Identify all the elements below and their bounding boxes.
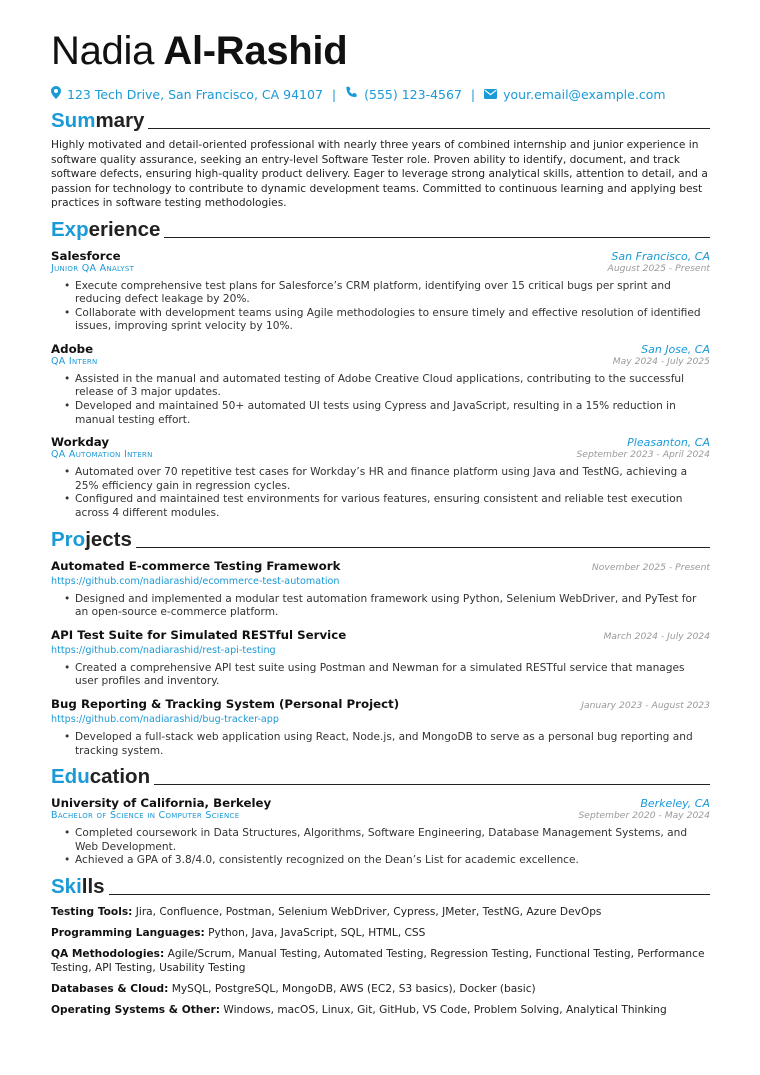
experience-section-header [51,219,710,241]
bullet-list [51,373,710,427]
bullet-item: • Automated over 70 repetitive test cases for Workday’s HR and finance platform using Java and TestNG, achieving a 25% efficiency gain in regression cycles. [75,466,710,493]
bullet-item: • Achieved a GPA of 3.8/4.0, consistently recognized on the Dean’s List for academic excellence. [75,854,710,868]
bullet-item: • Developed a full-stack web application using React, Node.js, and MongoDB to serve as a personal bug reporting and tracking system. [75,731,710,758]
bullet-item: • Assisted in the manual and automated testing of Adobe Creative Cloud applications, contributing to the successful release of 3 major updates. [75,373,710,400]
section-title: Projects [51,527,132,551]
skill-line [51,947,710,975]
bullet-list [51,280,710,334]
skills-section-header [51,876,710,898]
project-link[interactable]: https://github.com/nadiarashid/ecommerce-test-automation [51,575,340,587]
project-entry [51,697,710,758]
bullet-list [51,827,710,868]
skill-label: QA Methodologies: [51,947,165,960]
bullet-item: • Created a comprehensive API test suite using Postman and Newman for a simulated RESTful service that manages user profiles and inventory. [75,662,710,689]
section-title: Experience [51,217,161,241]
skill-value: Python, Java, JavaScript, SQL, HTML, CSS [208,926,426,939]
company-name: Workday [51,435,110,450]
education-entry [51,796,710,868]
section-rule [136,547,710,548]
bullet-list [51,662,710,689]
job-role: QA Intern [51,355,98,367]
bullet-list [51,593,710,620]
company-name: Salesforce [51,248,121,263]
bullet-item: • Execute comprehensive test plans for Salesforce’s CRM platform, identifying over 15 critical bugs per sprint and reducing defect leakage by 20%. [75,280,710,307]
education-section-header [51,766,710,788]
experience-entry [51,342,710,427]
section-rule [148,128,710,129]
company-name: Adobe [51,341,94,356]
skill-label: Operating Systems & Other: [51,1003,220,1016]
project-link[interactable]: https://github.com/nadiarashid/rest-api-testing [51,644,276,656]
phone-link[interactable]: (555) 123-4567 [364,86,462,102]
skill-line [51,982,710,996]
contact-separator: | [331,86,337,102]
job-dates: August 2025 - Present [607,262,710,274]
school-name: University of California, Berkeley [51,796,272,811]
project-dates: November 2025 - Present [591,561,710,573]
bullet-item: • Designed and implemented a modular test automation framework using Python, Selenium WebDriver, and PyTest for an open-source e-commerce platform. [75,593,710,620]
bullet-list [51,466,710,520]
bullet-list [51,731,710,758]
email-link[interactable]: your.email@example.com [503,86,666,102]
map-marker-icon [51,86,61,102]
skill-line [51,1003,710,1017]
skill-value: MySQL, PostgreSQL, MongoDB, AWS (EC2, S3 basics), Docker (basic) [171,982,536,995]
job-location: San Jose, CA [641,342,710,356]
project-dates: March 2024 - July 2024 [603,630,710,642]
project-entry [51,628,710,689]
summary-section-header [51,110,710,132]
first-name: Nadia [51,29,155,73]
skill-label: Databases & Cloud: [51,982,169,995]
project-name: Automated E-commerce Testing Framework [51,558,341,573]
envelope-icon [484,87,497,102]
skill-label: Testing Tools: [51,905,133,918]
bullet-item: • Developed and maintained 50+ automated UI tests using Cypress and JavaScript, resulting in a 15% reduction in manual testing effort. [75,400,710,427]
experience-entry [51,435,710,520]
section-title: Skills [51,874,105,898]
project-entry [51,559,710,620]
summary-text: Highly motivated and detail-oriented professional with nearly three years of combined internship and junior experience in software quality assurance, seeking an entry-level Software Tester role. Proven ability to identify, document, and track software defects, ensuring high-quality product delivery. Eager to leverage strong analytical skills, attention to detail, and a passion for technology to contribute to dynamic development teams. Committed to continuous learning and applying best practices in software testing methodologies. [51,139,708,209]
job-role: Junior QA Analyst [51,262,135,274]
bullet-item: • Collaborate with development teams using Agile methodologies to ensure timely and effective resolution of identified issues, improving sprint velocity by 10%. [75,307,710,334]
skill-line [51,926,710,940]
job-dates: May 2024 - July 2025 [612,355,710,367]
projects-section-header [51,529,710,551]
project-name: Bug Reporting & Tracking System (Personal Project) [51,697,400,711]
candidate-name [51,28,710,74]
section-rule [164,237,710,238]
job-dates: September 2023 - April 2024 [576,449,710,461]
degree: Bachelor of Science in Computer Science [51,810,240,822]
phone-icon [345,86,358,102]
skill-value: Agile/Scrum, Manual Testing, Automated Testing, Regression Testing, Functional Testing, Performance Testing, API Testing, Usability Testing [51,947,705,974]
skill-value: Windows, macOS, Linux, Git, GitHub, VS Code, Problem Solving, Analytical Thinking [223,1003,667,1016]
address-text: 123 Tech Drive, San Francisco, CA 94107 [67,86,323,102]
contact-separator: | [470,86,476,102]
project-dates: January 2023 - August 2023 [581,700,710,711]
skill-line [51,905,710,919]
section-title: Education [51,765,151,789]
contact-line [51,86,710,102]
job-location: San Francisco, CA [611,249,710,263]
bullet-item: • Completed coursework in Data Structures, Algorithms, Software Engineering, Database Management Systems, and Web Development. [75,827,710,854]
education-dates: September 2020 - May 2024 [578,810,710,822]
last-name: Al-Rashid [163,29,348,73]
bullet-item: • Configured and maintained test environments for various features, ensuring consistent and reliable test execution across 4 different modules. [75,493,710,520]
section-title: Summary [51,109,145,132]
project-link[interactable]: https://github.com/nadiarashid/bug-tracker-app [51,714,279,725]
skill-value: Jira, Confluence, Postman, Selenium WebDriver, Cypress, JMeter, TestNG, Azure DevOps [135,905,602,918]
section-rule [154,784,710,785]
experience-entry [51,249,710,334]
school-location: Berkeley, CA [640,797,710,811]
project-name: API Test Suite for Simulated RESTful Service [51,627,347,642]
job-role: QA Automation Intern [51,449,153,461]
job-location: Pleasanton, CA [627,436,710,450]
skill-label: Programming Languages: [51,926,205,939]
section-rule [109,894,710,895]
